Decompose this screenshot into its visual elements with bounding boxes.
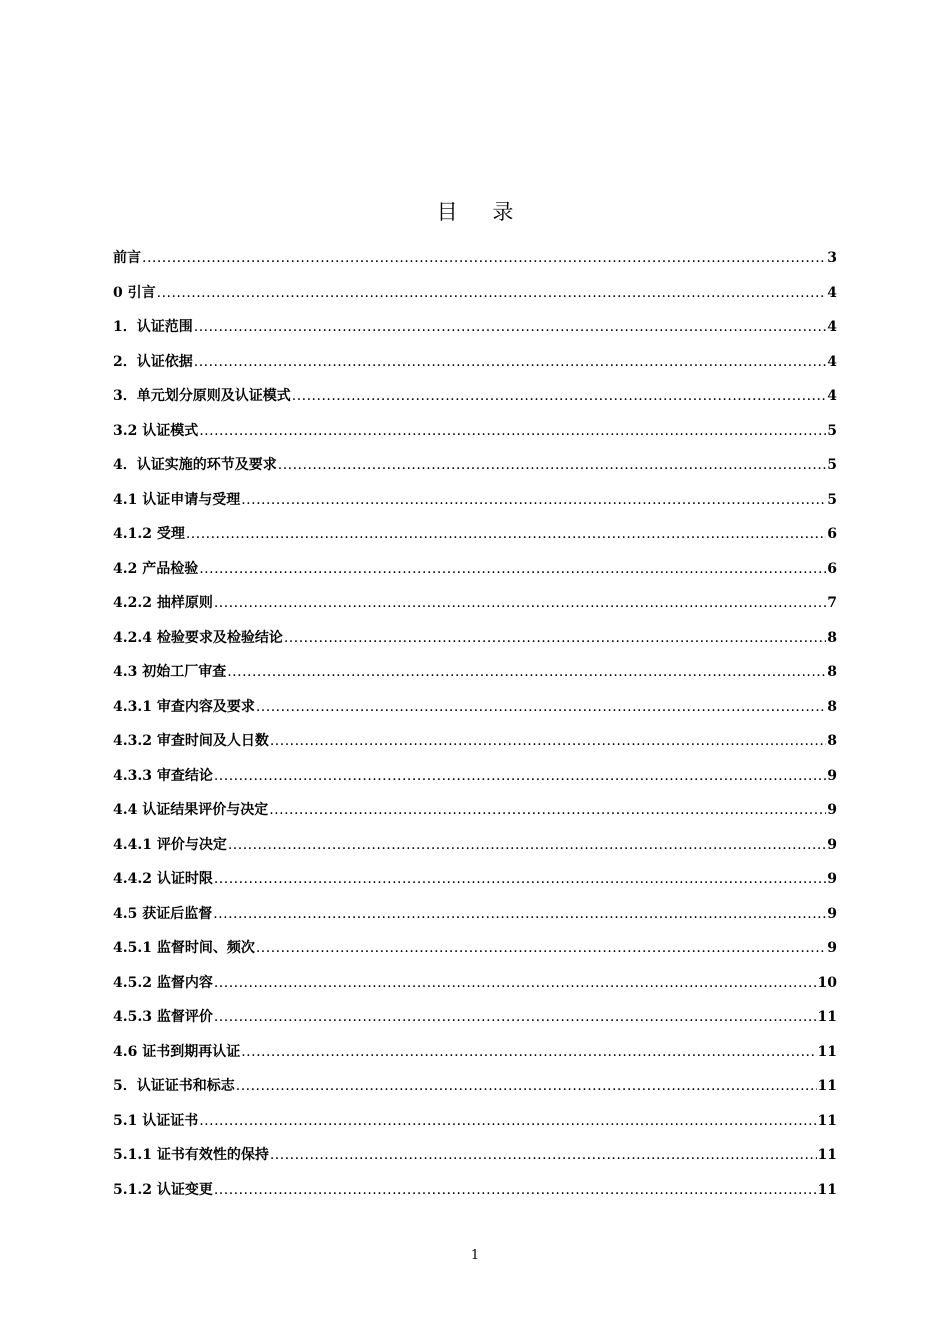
toc-dot-leader [157,281,827,305]
toc-entry-label: 4.5.3 监督评价 [113,1009,213,1025]
toc-entry[interactable] [113,488,837,523]
toc-dot-leader [213,902,826,926]
toc-dot-leader [199,1109,816,1133]
toc-entry-label: 4.2.2 抽样原则 [113,595,213,611]
toc-dot-leader [228,833,826,857]
toc-entry-label: 5．认证证书和标志 [113,1078,235,1094]
table-of-contents [113,246,837,1212]
toc-entry[interactable] [113,281,837,316]
toc-entry-label: 4.5.1 监督时间、频次 [113,940,255,956]
toc-entry[interactable] [113,1109,837,1144]
toc-entry[interactable] [113,419,837,454]
toc-entry[interactable] [113,350,837,385]
toc-dot-leader [270,1143,817,1167]
toc-entry-label: 4．认证实施的环节及要求 [113,457,277,473]
page-number: 1 [470,1248,480,1263]
toc-entry-page: 5 [827,457,837,473]
toc-entry[interactable] [113,315,837,350]
toc-entry[interactable] [113,833,837,868]
toc-entry-page: 7 [827,595,837,611]
toc-entry[interactable] [113,764,837,799]
toc-entry-label: 4.5 获证后监督 [113,905,213,922]
toc-entry[interactable] [113,453,837,488]
toc-entry[interactable] [113,660,837,695]
toc-entry-label: 4.4 认证结果评价与决定 [113,802,269,818]
toc-entry-page: 11 [817,1009,837,1025]
toc-entry[interactable] [113,557,837,592]
toc-entry[interactable] [113,1178,837,1213]
toc-entry[interactable] [113,626,837,661]
toc-entry[interactable] [113,798,837,833]
toc-entry-label: 5.1.2 认证变更 [113,1181,213,1198]
toc-entry[interactable] [113,384,837,419]
toc-entry-page: 8 [827,629,837,646]
toc-dot-leader [284,626,826,650]
toc-dot-leader [199,557,826,581]
toc-dot-leader [270,729,826,753]
toc-dot-leader [214,867,826,891]
toc-entry[interactable] [113,1005,837,1040]
toc-entry-page: 8 [827,664,837,680]
toc-dot-leader [142,246,826,270]
toc-dot-leader [214,971,817,995]
toc-dot-leader [236,1074,817,1098]
toc-entry-page: 6 [827,526,837,542]
toc-dot-leader [278,453,827,477]
toc-dot-leader [241,488,826,512]
toc-entry-page: 8 [827,733,837,749]
toc-entry-page: 8 [827,698,837,715]
toc-entry-page: 10 [817,974,837,991]
toc-entry[interactable] [113,936,837,971]
toc-dot-leader [194,315,827,339]
toc-dot-leader [214,1178,817,1202]
toc-entry[interactable] [113,246,837,281]
toc-entry-label: 4.4.1 评价与决定 [113,836,227,853]
toc-entry-page: 6 [827,560,837,577]
toc-dot-leader [199,419,826,443]
toc-dot-leader [186,522,826,546]
toc-entry[interactable] [113,695,837,730]
page-title: 目 录 [436,200,528,224]
toc-dot-leader [227,660,826,684]
toc-entry[interactable] [113,1143,837,1178]
toc-entry-label: 1．认证范围 [113,319,193,335]
toc-entry-label: 4.2.4 检验要求及检验结论 [113,629,283,646]
toc-entry-label: 0 引言 [113,284,156,301]
toc-dot-leader [214,764,826,788]
toc-entry[interactable] [113,971,837,1006]
toc-entry-label: 4.5.2 监督内容 [113,974,213,991]
toc-entry-label: 4.3.2 审查时间及人日数 [113,733,269,749]
toc-dot-leader [292,384,827,408]
toc-entry-label: 4.2 产品检验 [113,560,199,577]
toc-entry-label: 2．认证依据 [113,353,193,370]
toc-entry[interactable] [113,522,837,557]
toc-entry[interactable] [113,1074,837,1109]
toc-entry-page: 4 [827,388,837,404]
toc-entry[interactable] [113,729,837,764]
toc-entry-label: 4.3.3 审查结论 [113,767,213,784]
toc-entry-label: 4.1 认证申请与受理 [113,491,241,508]
toc-entry-page: 9 [827,940,837,956]
toc-dot-leader [269,798,826,822]
toc-entry-label: 4.4.2 认证时限 [113,871,213,887]
toc-entry-label: 4.1.2 受理 [113,526,185,542]
toc-entry-page: 11 [817,1112,837,1129]
toc-entry-page: 11 [817,1078,837,1094]
toc-entry-page: 5 [827,491,837,508]
toc-entry-page: 5 [827,422,837,439]
toc-entry[interactable] [113,1040,837,1075]
toc-entry-page: 9 [827,905,837,922]
toc-dot-leader [214,1005,817,1029]
toc-entry-page: 11 [817,1043,837,1060]
toc-entry-page: 9 [827,871,837,887]
toc-entry-page: 9 [827,767,837,784]
toc-entry-page: 3 [827,250,837,266]
toc-entry-label: 5.1 认证证书 [113,1112,199,1129]
toc-dot-leader [256,936,826,960]
toc-entry-page: 11 [817,1147,837,1163]
toc-dot-leader [194,350,827,374]
toc-entry-label: 4.3.1 审查内容及要求 [113,698,255,715]
toc-entry-label: 4.3 初始工厂审查 [113,664,227,680]
toc-entry-page: 11 [817,1181,837,1198]
toc-entry-page: 9 [827,836,837,853]
toc-entry-label: 前言 [113,250,141,266]
toc-entry-label: 4.6 证书到期再认证 [113,1043,241,1060]
toc-dot-leader [214,591,826,615]
toc-entry-page: 4 [827,353,837,370]
toc-entry-page: 4 [827,319,837,335]
toc-entry-page: 9 [827,802,837,818]
toc-entry-label: 5.1.1 证书有效性的保持 [113,1147,269,1163]
toc-entry-page: 4 [827,284,837,301]
toc-entry[interactable] [113,867,837,902]
toc-dot-leader [241,1040,816,1064]
toc-entry[interactable] [113,902,837,937]
toc-dot-leader [256,695,826,719]
toc-entry-label: 3.2 认证模式 [113,422,199,439]
toc-entry[interactable] [113,591,837,626]
toc-entry-label: 3．单元划分原则及认证模式 [113,388,291,404]
